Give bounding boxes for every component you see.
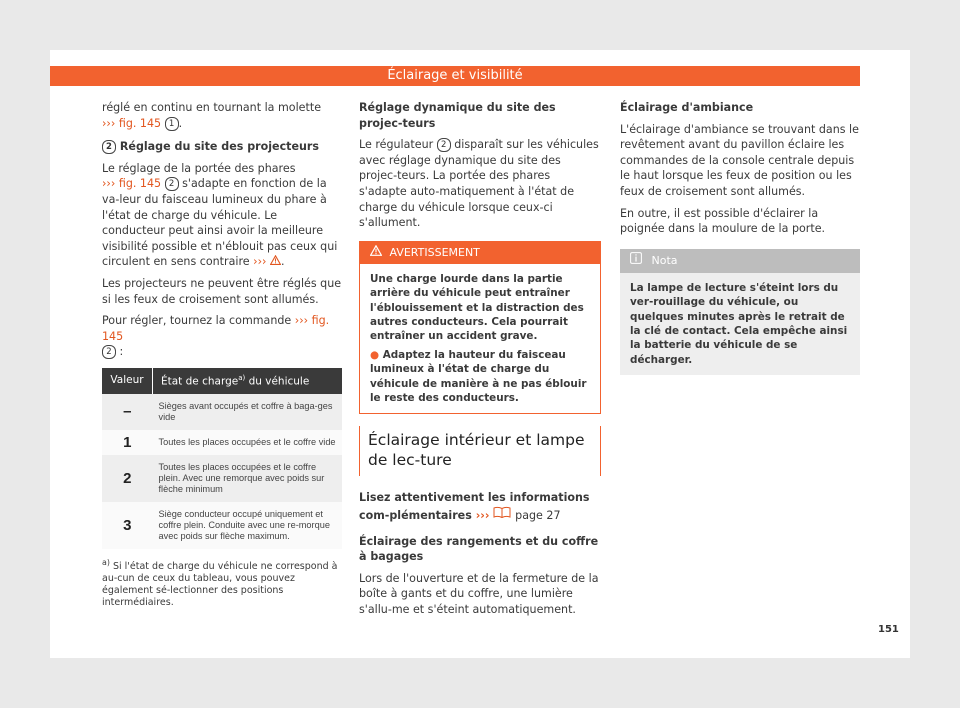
table-cell-description: Toutes les places occupées et le coffre vide [153, 430, 343, 455]
paragraph-lisez: Lisez attentivement les informations com-plémentaires ››› page 27 [359, 491, 590, 522]
fig-ref-link[interactable]: ››› fig. 145 [102, 177, 162, 191]
subheading-ambiance: Éclairage d'ambiance [620, 101, 754, 114]
subheading-site-projecteurs: 2 Réglage du site des projecteurs [102, 139, 342, 155]
info-icon [630, 249, 642, 273]
table-cell-value: 3 [102, 502, 153, 549]
paragraph-rangements: Lors de l'ouverture et de la fermeture de la boîte à gants et du coffre, une lumière s'allu-me et s'éteint automatiquement. [359, 571, 599, 616]
callout-number: 2 [102, 345, 116, 359]
load-state-table [102, 368, 342, 549]
table-header-state: État de charge$^{a)}$ du véhicule [153, 368, 343, 394]
column-1 [102, 100, 342, 609]
column-3 [620, 100, 860, 375]
paragraph-regulateur: Le régulateur 2 disparaît sur les véhicules avec réglage dynamique du site des projec-teurs. La portée des phares s'adapte auto-matiquement à l'état de charge du véhicule lorsque ceux-ci s'allument. [359, 138, 599, 230]
note-body: La lampe de lecture s'éteint lors du ver-rouillage du véhicule, ou quelques minutes après le retrait de la clé de contact. Cela empêche ainsi la batterie du véhicule de se décharger. [630, 281, 848, 366]
column-2 [359, 100, 601, 624]
page-number: 151 [878, 624, 899, 635]
warning-bullet: ● Adaptez la hauteur du faisceau lumineux à l'état de charge du véhicule de manière à ne pas éblouir le reste des conducteurs. [370, 348, 587, 404]
table-cell-description: Siège conducteur occupé uniquement et coffre plein. Conduite avec une re-morque avec poids sur flèche maximum. [153, 502, 343, 549]
paragraph-ambiance: L'éclairage d'ambiance se trouvant dans le revêtement avant du pavillon éclaire les commandes de la console centrale depuis le haut lorsque les feux de position ou les feux de croisement sont allumés. [620, 122, 859, 198]
callout-number: 1 [165, 117, 179, 131]
warning-header: AVERTISSEMENT [360, 242, 600, 264]
paragraph-molette: réglé en continu en tournant la molette ››› fig. 145 1 . [102, 101, 322, 130]
table-row [102, 502, 342, 549]
table-row [102, 430, 342, 455]
subheading-rangements: Éclairage des rangements et du coffre à bagages [359, 534, 599, 564]
warning-triangle-icon [270, 254, 281, 270]
warning-ref-link[interactable]: ››› [253, 255, 267, 269]
paragraph-croisement: Les projecteurs ne peuvent être réglés que si les feux de croisement sont allumés. [102, 276, 342, 306]
note-header: Nota [620, 249, 860, 273]
table-row [102, 394, 342, 430]
page-header: Éclairage et visibilité [50, 66, 860, 86]
table-cell-value: – [102, 394, 153, 430]
page-ref-link[interactable]: ››› [475, 509, 490, 522]
paragraph-commande: Pour régler, tournez la commande ››› fig. 145 2 : [102, 314, 330, 359]
table-header-value: Valeur [102, 368, 153, 394]
table-cell-description: Toutes les places occupées et le coffre plein. Avec une remorque avec poids sur flèche minimum [153, 455, 343, 502]
callout-number: 2 [165, 177, 179, 191]
table-cell-description: Sièges avant occupés et coffre à baga-ges vide [153, 394, 343, 430]
subheading-reglage-dynamique: Réglage dynamique du site des projec-teurs [359, 101, 556, 130]
warning-box [359, 241, 601, 415]
fig-ref-link[interactable]: ››› fig. 145 [102, 314, 330, 343]
footnote: $^{a)}$ Si l'état de charge du véhicule ne correspond à au-cun de ceux du tableau, vous pouvez également sé-lectionner des positions intermédiaires. [102, 557, 338, 609]
paragraph-reglage: Le réglage de la portée des phares ››› fig. 145 2 s'adapte en fonction de la va-leur du faisceau lumineux du phare à l'état de charge du véhicule. Le conducteur peut ainsi avoir la meilleure visibilité possible et n'éblouit pas ceux qui circulent en sens contraire ››› . [102, 161, 338, 269]
fig-ref-link[interactable]: ››› fig. 145 [102, 116, 162, 130]
callout-number: 2 [437, 138, 451, 152]
note-box [620, 249, 860, 375]
section-title: Éclairage intérieur et lampe de lec-ture [359, 426, 601, 476]
table-cell-value: 2 [102, 455, 153, 502]
warning-body: Une charge lourde dans la partie arrière du véhicule peut entraîner l'éblouissement et la distraction des autres conducteurs. Cela pourrait entraîner un accident grave. ● Adaptez la hauteur du faisceau lumineux à l'état de charge du véhicule de manière à ne pas éblouir le reste des conducteurs. [360, 264, 600, 414]
table-row [102, 455, 342, 502]
book-icon[interactable] [493, 506, 511, 524]
bullet-icon: ● [370, 348, 380, 361]
paragraph-poignee: En outre, il est possible d'éclairer la poignée dans la moulure de la porte. [620, 206, 826, 236]
warning-triangle-icon [370, 242, 382, 264]
table-cell-value: 1 [102, 430, 153, 455]
callout-number: 2 [102, 140, 116, 154]
